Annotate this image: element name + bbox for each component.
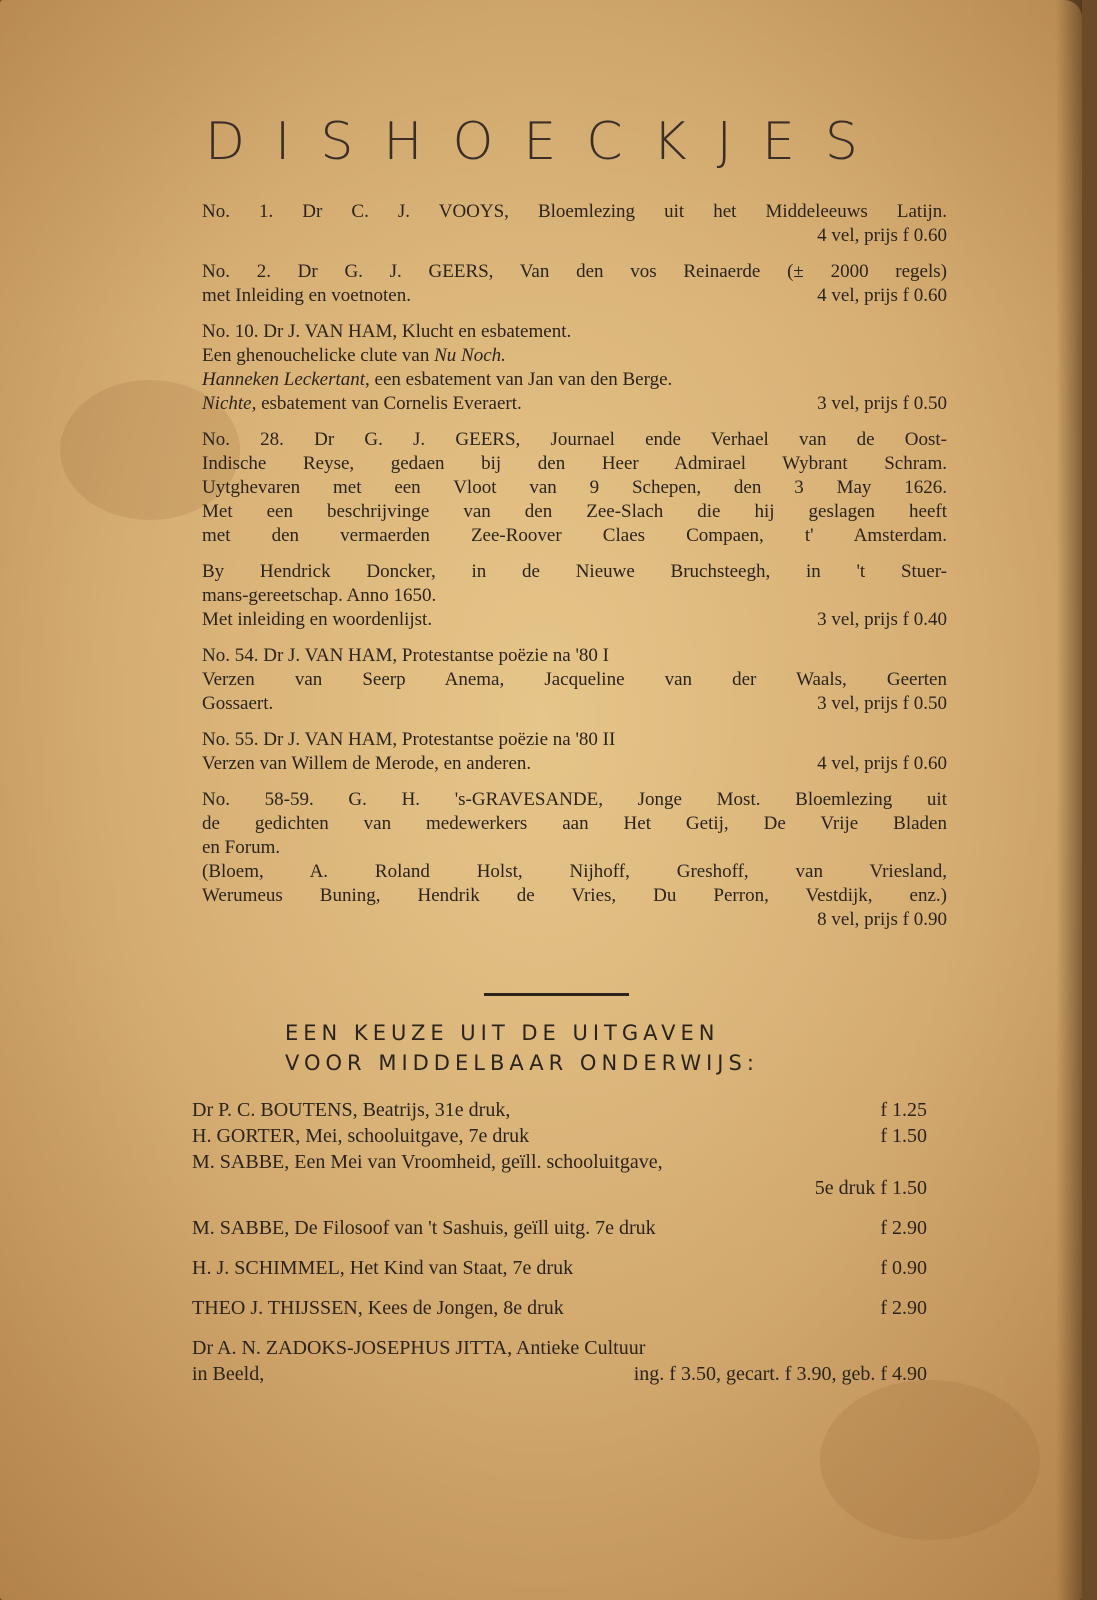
item-price: f 0.90: [880, 1257, 927, 1279]
entry-line: met Inleiding en voetnoten.: [202, 285, 411, 306]
entry-price: 8 vel, prijs f 0.90: [817, 909, 947, 930]
page-title: DISHOECKJES: [205, 112, 888, 172]
entry-line: en Forum.: [202, 837, 281, 858]
item-text: M. SABBE, De Filosoof van 't Sashuis, geïll uitg. 7e druk: [192, 1217, 656, 1239]
entry-italic-title: Nichte,: [202, 393, 257, 414]
entry-price: 3 vel, prijs f 0.40: [817, 609, 947, 630]
school-editions-list: [192, 1097, 927, 1387]
list-item: [202, 320, 947, 416]
entry-price: 4 vel, prijs f 0.60: [817, 225, 947, 246]
list-item: [192, 1175, 927, 1201]
dishoeckjes-list: [202, 200, 947, 944]
entry-line: Gossaert.: [202, 693, 274, 714]
entry-line: Indische Reyse, gedaen bij den Heer Admirael Wybrant Schram.: [202, 453, 947, 474]
section-heading: [285, 1018, 845, 1078]
list-item: [192, 1255, 927, 1281]
item-text: Dr P. C. BOUTENS, Beatrijs, 31e druk,: [192, 1099, 511, 1121]
entry-line: [202, 392, 522, 416]
item-text: in Beeld,: [192, 1363, 265, 1385]
entry-line: [202, 344, 947, 368]
list-item: [202, 428, 947, 548]
list-item: [192, 1149, 927, 1175]
entry-line: Werumeus Buning, Hendrik de Vries, Du Perron, Vestdijk, enz.): [202, 885, 947, 906]
entry-line: No. 2. Dr G. J. GEERS, Van den vos Reinaerde (± 2000 regels): [202, 261, 947, 282]
entry-price: 4 vel, prijs f 0.60: [817, 285, 947, 306]
item-price: f 1.25: [880, 1099, 927, 1121]
paper-stain: [820, 1380, 1040, 1540]
section-heading-line: VOOR MIDDELBAAR ONDERWIJS:: [285, 1051, 759, 1075]
entry-line: mans-gereetschap. Anno 1650.: [202, 585, 437, 606]
entry-line: No. 58-59. G. H. 's-GRAVESANDE, Jonge Most. Bloemlezing uit: [202, 789, 947, 810]
entry-text: Een ghenouchelicke clute van: [202, 345, 435, 366]
item-price: f 1.50: [880, 1125, 927, 1147]
entry-line: Met inleiding en woordenlijst.: [202, 609, 433, 630]
entry-price: 3 vel, prijs f 0.50: [817, 393, 947, 414]
item-price: ing. f 3.50, gecart. f 3.90, geb. f 4.90: [633, 1363, 927, 1385]
section-divider: [484, 993, 629, 996]
list-item: [192, 1361, 927, 1387]
entry-line: Met een beschrijvinge van den Zee-Slach die hij geslagen heeft: [202, 501, 947, 522]
entry-line: Verzen van Seerp Anema, Jacqueline van der Waals, Geerten: [202, 669, 947, 690]
list-item: [202, 644, 947, 716]
list-item: [202, 260, 947, 308]
list-item: [202, 560, 947, 632]
list-item: [202, 728, 947, 776]
item-text: THEO J. THIJSSEN, Kees de Jongen, 8e druk: [192, 1297, 564, 1319]
entry-text: esbatement van Cornelis Everaert.: [256, 393, 522, 414]
item-price: f 2.90: [880, 1217, 927, 1239]
item-price: f 2.90: [880, 1297, 927, 1319]
list-item: [202, 788, 947, 932]
entry-line: [202, 368, 947, 392]
entry-line: No. 54. Dr J. VAN HAM, Protestantse poëzie na '80 I: [202, 645, 609, 666]
entry-line: No. 10. Dr J. VAN HAM, Klucht en esbatement.: [202, 321, 572, 342]
entry-line: met den vermaerden Zee-Roover Claes Compaen, t' Amsterdam.: [202, 525, 947, 546]
item-price: 5e druk f 1.50: [814, 1177, 927, 1199]
entry-text: , een esbatement van Jan van den Berge.: [365, 369, 673, 390]
entry-line: No. 1. Dr C. J. VOOYS, Bloemlezing uit het Middeleeuws Latijn.: [202, 201, 947, 222]
list-item: [192, 1097, 927, 1123]
list-item: [192, 1215, 927, 1241]
entry-price: 3 vel, prijs f 0.50: [817, 693, 947, 714]
entry-italic-title: Hanneken Leckertant: [202, 369, 366, 390]
section-heading-line: EEN KEUZE UIT DE UITGAVEN: [285, 1021, 720, 1045]
entry-price: 4 vel, prijs f 0.60: [817, 753, 947, 774]
entry-line: By Hendrick Doncker, in de Nieuwe Bruchsteegh, in 't Stuer-: [202, 561, 947, 582]
item-text: H. GORTER, Mei, schooluitgave, 7e druk: [192, 1125, 530, 1147]
entry-line: Uytghevaren met een Vloot van 9 Schepen, den 3 May 1626.: [202, 477, 947, 498]
entry-italic-title: Nu Noch.: [434, 345, 506, 366]
entry-line: No. 55. Dr J. VAN HAM, Protestantse poëzie na '80 II: [202, 729, 616, 750]
list-item: [192, 1295, 927, 1321]
item-text: H. J. SCHIMMEL, Het Kind van Staat, 7e druk: [192, 1257, 574, 1279]
entry-line: No. 28. Dr G. J. GEERS, Journael ende Verhael van de Oost-: [202, 429, 947, 450]
list-item: [192, 1123, 927, 1149]
item-text: M. SABBE, Een Mei van Vroomheid, geïll. schooluitgave,: [192, 1151, 663, 1173]
item-text: Dr A. N. ZADOKS-JOSEPHUS JITTA, Antieke Cultuur: [192, 1337, 646, 1359]
list-item: [192, 1335, 927, 1361]
entry-line: de gedichten van medewerkers aan Het Getij, De Vrije Bladen: [202, 813, 947, 834]
list-item: [202, 200, 947, 248]
entry-line: (Bloem, A. Roland Holst, Nijhoff, Greshoff, van Vriesland,: [202, 861, 947, 882]
page-edge-shadow: [1056, 0, 1082, 1600]
entry-line: Verzen van Willem de Merode, en anderen.: [202, 753, 532, 774]
